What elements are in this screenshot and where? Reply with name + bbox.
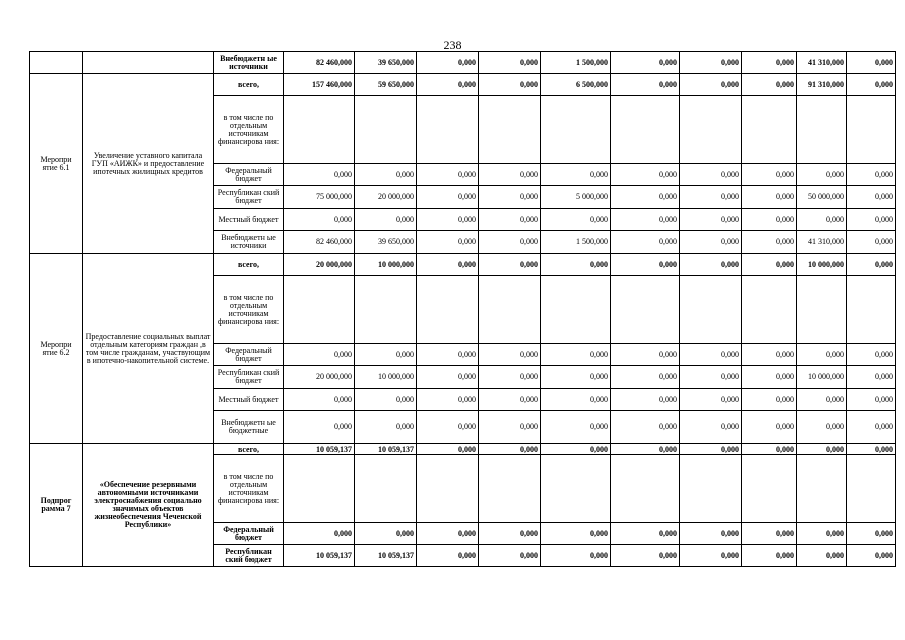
amount-cell: 0,000 [355, 164, 417, 186]
amount-cell: 0,000 [541, 523, 611, 545]
amount-cell: 0,000 [479, 209, 541, 231]
amount-cell: 0,000 [417, 164, 479, 186]
amount-cell [417, 455, 479, 523]
amount-cell: 0,000 [355, 389, 417, 411]
amount-cell: 0,000 [479, 231, 541, 254]
amount-cell: 0,000 [680, 209, 742, 231]
amount-cell: 0,000 [797, 344, 847, 366]
funding-source-cell: Республикан ский бюджет [214, 186, 284, 209]
funding-source-cell: Республикан ский бюджет [214, 366, 284, 389]
amount-cell: 6 500,000 [541, 74, 611, 96]
amount-cell: 0,000 [847, 52, 896, 74]
amount-cell [355, 276, 417, 344]
amount-cell: 0,000 [284, 164, 355, 186]
amount-cell: 0,000 [680, 231, 742, 254]
amount-cell: 0,000 [479, 366, 541, 389]
amount-cell: 0,000 [541, 389, 611, 411]
amount-cell: 0,000 [611, 254, 680, 276]
amount-cell: 0,000 [680, 389, 742, 411]
amount-cell: 0,000 [611, 389, 680, 411]
amount-cell [797, 96, 847, 164]
amount-cell [541, 276, 611, 344]
amount-cell [680, 96, 742, 164]
amount-cell: 39 650,000 [355, 231, 417, 254]
amount-cell [742, 96, 797, 164]
amount-cell: 0,000 [479, 52, 541, 74]
amount-cell: 39 650,000 [355, 52, 417, 74]
amount-cell: 0,000 [847, 523, 896, 545]
amount-cell: 0,000 [680, 52, 742, 74]
amount-cell: 0,000 [680, 164, 742, 186]
amount-cell: 0,000 [479, 164, 541, 186]
amount-cell [417, 96, 479, 164]
funding-source-cell: Республикан ский бюджет [214, 545, 284, 567]
amount-cell: 0,000 [479, 444, 541, 455]
amount-cell [742, 455, 797, 523]
funding-source-cell: Федеральный бюджет [214, 164, 284, 186]
funding-source-cell: Местный бюджет [214, 389, 284, 411]
amount-cell: 0,000 [611, 74, 680, 96]
amount-cell: 1 500,000 [541, 52, 611, 74]
amount-cell: 0,000 [847, 254, 896, 276]
funding-source-cell: Внебюджетн ые источники [214, 52, 284, 74]
amount-cell: 0,000 [742, 389, 797, 411]
amount-cell: 10 059,137 [284, 444, 355, 455]
funding-source-cell: Внебюджетн ые источники [214, 231, 284, 254]
amount-cell: 0,000 [284, 389, 355, 411]
amount-cell: 0,000 [797, 444, 847, 455]
amount-cell: 0,000 [847, 186, 896, 209]
amount-cell: 0,000 [611, 444, 680, 455]
event-description-cell: Предоставление социальных выплат отдельным категориям граждан ,в том числе гражданам, участвующим в ипотечно-накопительной системе. [83, 254, 214, 444]
amount-cell: 0,000 [417, 366, 479, 389]
amount-cell: 0,000 [611, 231, 680, 254]
table-row [30, 254, 896, 276]
funding-source-cell: Федеральный бюджет [214, 523, 284, 545]
amount-cell: 0,000 [417, 444, 479, 455]
amount-cell [680, 455, 742, 523]
amount-cell: 0,000 [847, 411, 896, 444]
amount-cell [797, 276, 847, 344]
funding-source-cell: всего, [214, 254, 284, 276]
amount-cell [680, 276, 742, 344]
amount-cell: 0,000 [417, 411, 479, 444]
amount-cell [355, 455, 417, 523]
amount-cell: 0,000 [611, 209, 680, 231]
amount-cell: 0,000 [742, 344, 797, 366]
table-row [30, 52, 896, 74]
amount-cell: 10 000,000 [797, 366, 847, 389]
amount-cell: 0,000 [417, 344, 479, 366]
amount-cell: 0,000 [847, 545, 896, 567]
amount-cell [541, 96, 611, 164]
event-description-cell: Увеличение уставного капитала ГУП «АИЖК» и предоставление ипотечных жилищных кредитов [83, 74, 214, 254]
amount-cell: 0,000 [797, 209, 847, 231]
amount-cell: 41 310,000 [797, 231, 847, 254]
amount-cell: 0,000 [680, 545, 742, 567]
amount-cell: 0,000 [284, 523, 355, 545]
amount-cell: 0,000 [680, 411, 742, 444]
amount-cell: 1 500,000 [541, 231, 611, 254]
amount-cell [611, 276, 680, 344]
amount-cell: 0,000 [541, 164, 611, 186]
event-description-cell: «Обеспечение резервными автономными источниками электроснабжения социально значимых объектов жизнеобеспечения Чеченской Республики» [83, 444, 214, 567]
amount-cell: 0,000 [479, 74, 541, 96]
amount-cell: 0,000 [680, 366, 742, 389]
event-code-cell [30, 52, 83, 74]
amount-cell: 0,000 [847, 231, 896, 254]
amount-cell: 0,000 [355, 411, 417, 444]
amount-cell [847, 276, 896, 344]
amount-cell: 10 000,000 [355, 254, 417, 276]
amount-cell: 0,000 [284, 344, 355, 366]
amount-cell: 50 000,000 [797, 186, 847, 209]
amount-cell: 0,000 [355, 209, 417, 231]
budget-table [29, 51, 896, 567]
amount-cell: 157 460,000 [284, 74, 355, 96]
amount-cell: 0,000 [479, 254, 541, 276]
event-code-cell: Меропри ятие 6.2 [30, 254, 83, 444]
amount-cell: 0,000 [742, 444, 797, 455]
amount-cell: 0,000 [680, 254, 742, 276]
amount-cell [611, 96, 680, 164]
amount-cell: 0,000 [611, 545, 680, 567]
amount-cell: 0,000 [742, 411, 797, 444]
amount-cell: 75 000,000 [284, 186, 355, 209]
amount-cell: 10 000,000 [797, 254, 847, 276]
amount-cell: 0,000 [417, 231, 479, 254]
page-number: 238 [443, 38, 462, 52]
amount-cell: 20 000,000 [284, 366, 355, 389]
amount-cell: 0,000 [847, 164, 896, 186]
funding-source-cell: всего, [214, 444, 284, 455]
amount-cell: 0,000 [355, 523, 417, 545]
funding-source-cell: Внебюджетн ые бюджетные [214, 411, 284, 444]
amount-cell [479, 96, 541, 164]
amount-cell [479, 455, 541, 523]
amount-cell: 0,000 [417, 209, 479, 231]
amount-cell: 0,000 [742, 74, 797, 96]
amount-cell: 82 460,000 [284, 231, 355, 254]
table-body [30, 52, 896, 567]
amount-cell [611, 455, 680, 523]
amount-cell: 0,000 [680, 186, 742, 209]
amount-cell: 0,000 [479, 344, 541, 366]
amount-cell: 0,000 [541, 411, 611, 444]
amount-cell: 0,000 [417, 545, 479, 567]
amount-cell: 0,000 [742, 545, 797, 567]
amount-cell [742, 276, 797, 344]
amount-cell: 0,000 [417, 523, 479, 545]
amount-cell: 0,000 [611, 411, 680, 444]
funding-source-cell: в том числе по отдельным источникам финансирова ния: [214, 96, 284, 164]
amount-cell: 0,000 [680, 444, 742, 455]
amount-cell [417, 276, 479, 344]
amount-cell: 0,000 [847, 366, 896, 389]
event-code-cell: Меропри ятие 6.1 [30, 74, 83, 254]
amount-cell: 0,000 [284, 209, 355, 231]
amount-cell: 0,000 [479, 389, 541, 411]
funding-source-cell: в том числе по отдельным источникам финансирова ния: [214, 276, 284, 344]
amount-cell: 0,000 [742, 186, 797, 209]
amount-cell: 0,000 [417, 186, 479, 209]
amount-cell: 0,000 [417, 74, 479, 96]
amount-cell: 0,000 [479, 523, 541, 545]
amount-cell: 0,000 [611, 186, 680, 209]
amount-cell: 91 310,000 [797, 74, 847, 96]
amount-cell: 0,000 [541, 444, 611, 455]
amount-cell: 20 000,000 [355, 186, 417, 209]
amount-cell: 0,000 [797, 411, 847, 444]
amount-cell [355, 96, 417, 164]
table-row [30, 444, 896, 455]
amount-cell: 0,000 [417, 52, 479, 74]
amount-cell [847, 96, 896, 164]
amount-cell: 0,000 [611, 164, 680, 186]
amount-cell: 10 059,137 [284, 545, 355, 567]
amount-cell: 0,000 [742, 523, 797, 545]
amount-cell: 0,000 [680, 74, 742, 96]
amount-cell: 0,000 [479, 186, 541, 209]
amount-cell: 0,000 [284, 411, 355, 444]
funding-source-cell: Местный бюджет [214, 209, 284, 231]
amount-cell: 0,000 [742, 231, 797, 254]
amount-cell [284, 455, 355, 523]
amount-cell: 0,000 [611, 344, 680, 366]
amount-cell: 10 059,137 [355, 444, 417, 455]
amount-cell: 0,000 [847, 389, 896, 411]
amount-cell: 0,000 [541, 545, 611, 567]
funding-source-cell: всего, [214, 74, 284, 96]
amount-cell: 0,000 [417, 254, 479, 276]
amount-cell: 0,000 [611, 52, 680, 74]
amount-cell: 0,000 [847, 444, 896, 455]
amount-cell [284, 276, 355, 344]
amount-cell: 0,000 [611, 366, 680, 389]
amount-cell: 0,000 [797, 523, 847, 545]
amount-cell [541, 455, 611, 523]
amount-cell: 0,000 [742, 209, 797, 231]
amount-cell: 0,000 [680, 523, 742, 545]
amount-cell [284, 96, 355, 164]
amount-cell: 5 000,000 [541, 186, 611, 209]
funding-source-cell: в том числе по отдельным источникам финансирова ния: [214, 455, 284, 523]
event-description-cell [83, 52, 214, 74]
amount-cell: 0,000 [417, 389, 479, 411]
amount-cell: 10 059,137 [355, 545, 417, 567]
amount-cell: 20 000,000 [284, 254, 355, 276]
amount-cell: 41 310,000 [797, 52, 847, 74]
amount-cell: 0,000 [797, 389, 847, 411]
amount-cell: 0,000 [797, 545, 847, 567]
amount-cell: 0,000 [541, 254, 611, 276]
amount-cell: 0,000 [479, 545, 541, 567]
event-code-cell: Подпрог рамма 7 [30, 444, 83, 567]
amount-cell: 0,000 [742, 52, 797, 74]
table-row [30, 74, 896, 96]
amount-cell: 0,000 [541, 209, 611, 231]
funding-source-cell: Федеральный бюджет [214, 344, 284, 366]
amount-cell: 0,000 [742, 164, 797, 186]
amount-cell: 82 460,000 [284, 52, 355, 74]
amount-cell: 0,000 [680, 344, 742, 366]
amount-cell: 0,000 [797, 164, 847, 186]
amount-cell: 0,000 [479, 411, 541, 444]
amount-cell [847, 455, 896, 523]
amount-cell: 0,000 [742, 254, 797, 276]
amount-cell: 0,000 [541, 344, 611, 366]
amount-cell [479, 276, 541, 344]
amount-cell: 0,000 [541, 366, 611, 389]
amount-cell: 0,000 [742, 366, 797, 389]
amount-cell: 59 650,000 [355, 74, 417, 96]
amount-cell: 10 000,000 [355, 366, 417, 389]
amount-cell: 0,000 [355, 344, 417, 366]
amount-cell: 0,000 [611, 523, 680, 545]
amount-cell: 0,000 [847, 344, 896, 366]
amount-cell: 0,000 [847, 74, 896, 96]
amount-cell: 0,000 [847, 209, 896, 231]
amount-cell [797, 455, 847, 523]
